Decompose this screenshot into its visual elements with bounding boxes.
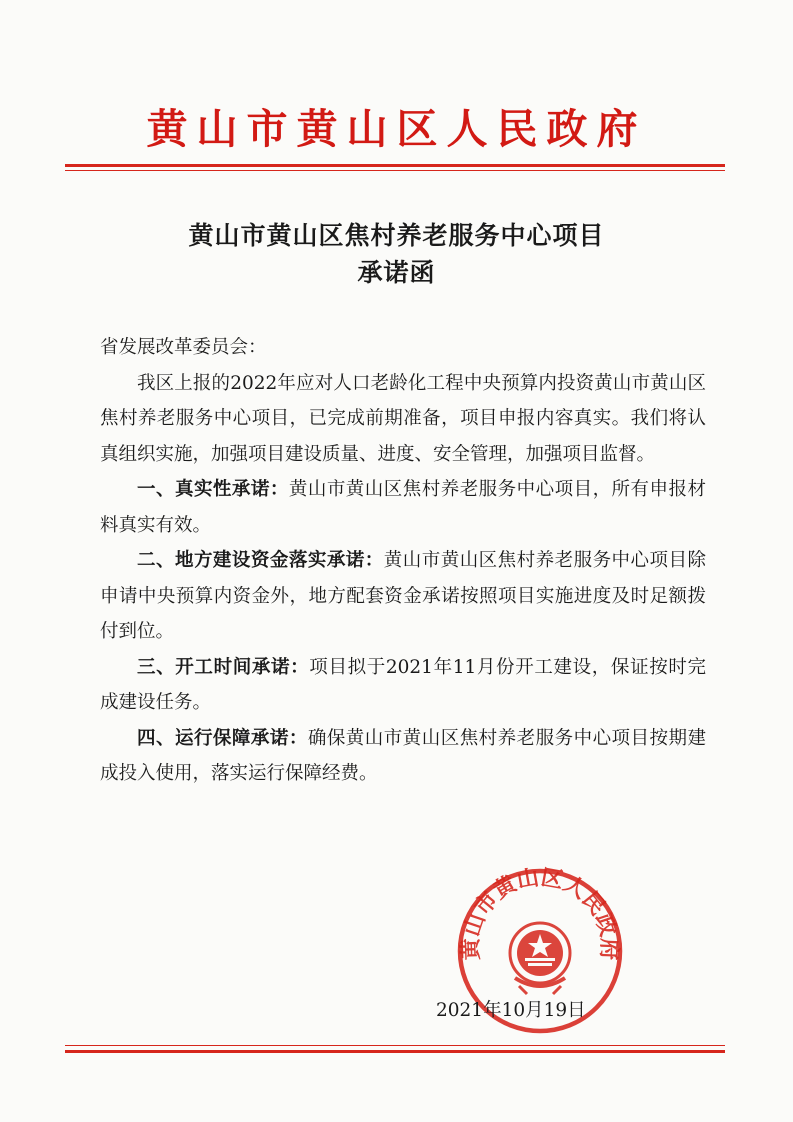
national-emblem-icon: [510, 923, 570, 994]
document-title-line2: 承诺函: [357, 258, 436, 287]
commitment-text: 项目拟于2021年11月份开工建设，保证按时完成建设任务。: [100, 656, 706, 713]
commitment-text: 黄山市黄山区焦村养老服务中心项目，所有申报材料真实有效。: [100, 479, 706, 536]
letterhead-org-name: 黄山市黄山区人民政府: [146, 105, 647, 153]
commitment-heading: 四、运行保障承诺：: [137, 727, 308, 749]
seal-text: 黄山市黄山区人民政府: [458, 866, 622, 961]
intro-paragraph: 我区上报的2022年应对人口老龄化工程中央预算内投资黄山市黄山区焦村养老服务中心项目，已完成前期准备，项目申报内容真实。我们将认真组织实施，加强项目建设质量、进度、安全管理，加强项目监督。: [100, 372, 706, 465]
commitment-paragraph-2: [100, 543, 706, 650]
document-date: 2021年10月19日: [436, 1000, 586, 1021]
letterhead-rule-thick: [65, 164, 725, 167]
commitment-paragraph-3: [100, 650, 706, 721]
footer-rule-thick: [65, 1050, 725, 1053]
commitment-heading: 一、真实性承诺：: [137, 479, 289, 500]
document-title-line1: 黄山市黄山区焦村养老服务中心项目: [188, 221, 605, 250]
commitment-text: 黄山市黄山区焦村养老服务中心项目除申请中央预算内资金外，地方配套资金承诺按照项目实施进度及时足额拨付到位。: [100, 550, 706, 642]
addressee: 省发展改革委员会：: [100, 337, 267, 358]
commitment-heading: 三、开工时间承诺：: [137, 656, 310, 678]
letterhead-rule-thin: [65, 170, 725, 171]
commitment-paragraph-1: [100, 472, 706, 543]
letter-body: [100, 330, 706, 792]
footer-rule-thin: [65, 1045, 725, 1046]
commitment-heading: 二、地方建设资金落实承诺：: [137, 550, 384, 571]
commitment-text: 确保黄山市黄山区焦村养老服务中心项目按期建成投入使用，落实运行保障经费。: [100, 727, 706, 784]
commitment-paragraph-4: [100, 721, 706, 792]
